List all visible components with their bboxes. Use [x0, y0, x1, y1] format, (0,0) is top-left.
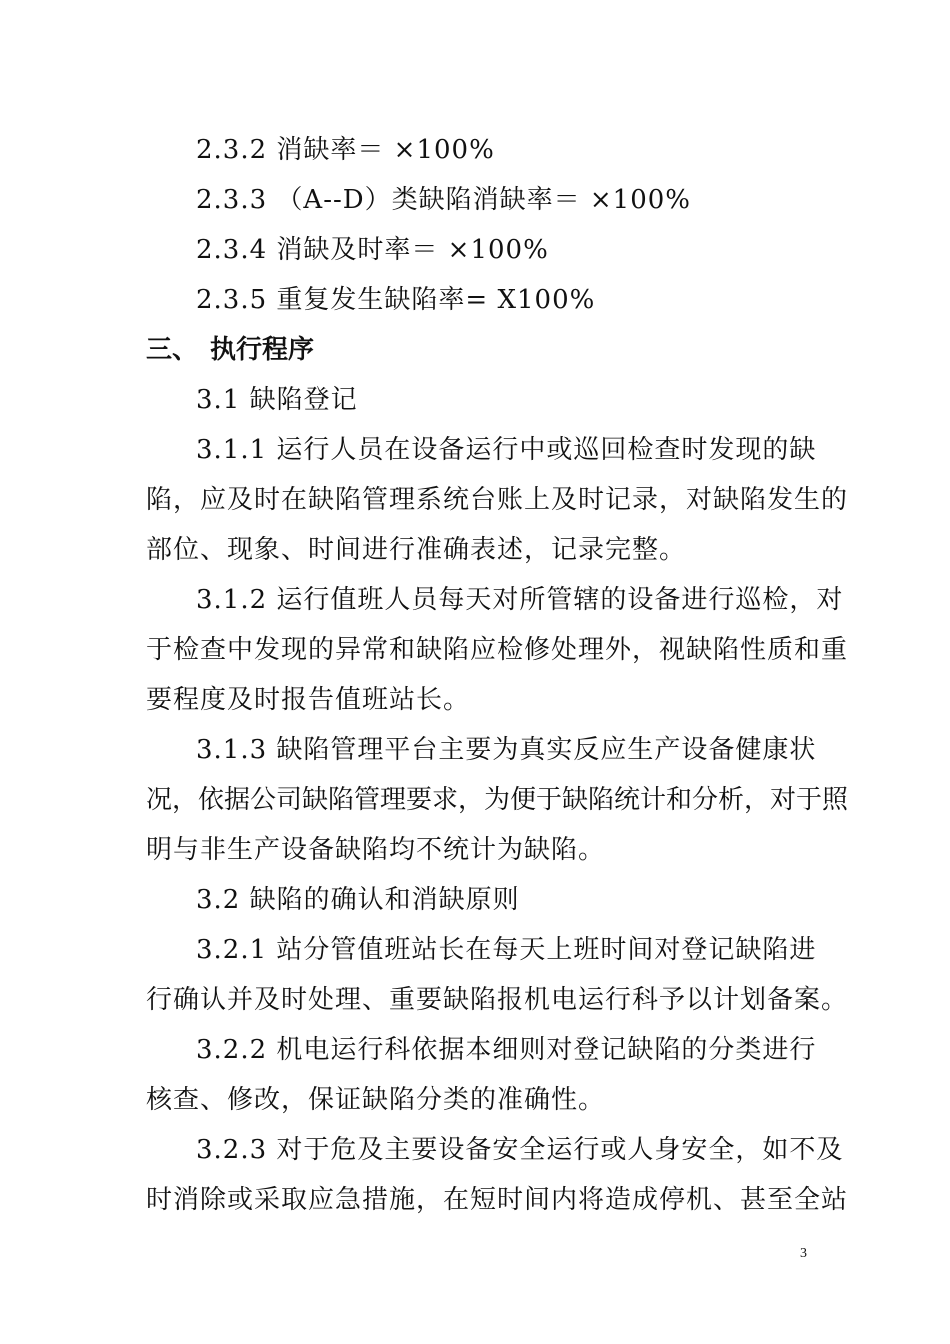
paragraph-3-2-1-line-1: 3.2.1 站分管值班站长在每天上班时间对登记缺陷进: [196, 935, 817, 965]
paragraph-3-1-3-line-2: 况，依据公司缺陷管理要求，为便于缺陷统计和分析，对于照: [146, 785, 849, 815]
paragraph-3-1-2-line-2: 于检查中发现的异常和缺陷应检修处理外，视缺陷性质和重: [146, 635, 849, 665]
section-number: 三、: [146, 335, 199, 365]
paragraph-3-1-1-line-1: 3.1.1 运行人员在设备运行中或巡回检查时发现的缺: [196, 435, 817, 465]
paragraph-3-1-1-line-3: 部位、现象、时间进行准确表述，记录完整。: [146, 535, 687, 565]
formula-2-3-4: 2.3.4 消缺及时率＝ ×100%: [196, 235, 549, 265]
page-number: 3: [800, 1246, 807, 1261]
paragraph-3-1-1-line-2: 陷，应及时在缺陷管理系统台账上及时记录，对缺陷发生的: [146, 485, 849, 515]
paragraph-3-2-1-line-2: 行确认并及时处理、重要缺陷报机电运行科予以计划备案。: [146, 985, 849, 1015]
subsection-3-2-title: 3.2 缺陷的确认和消缺原则: [196, 885, 520, 915]
section-title: 执行程序: [210, 335, 315, 365]
paragraph-3-2-3-line-2: 时消除或采取应急措施，在短时间内将造成停机、甚至全站: [146, 1185, 849, 1215]
paragraph-3-1-3-line-1: 3.1.3 缺陷管理平台主要为真实反应生产设备健康状: [196, 735, 817, 765]
paragraph-3-2-3-line-1: 3.2.3 对于危及主要设备安全运行或人身安全，如不及: [196, 1135, 844, 1165]
paragraph-3-2-2-line-1: 3.2.2 机电运行科依据本细则对登记缺陷的分类进行: [196, 1035, 817, 1065]
paragraph-3-1-2-line-1: 3.1.2 运行值班人员每天对所管辖的设备进行巡检，对: [196, 585, 844, 615]
formula-2-3-3: 2.3.3 （A--D）类缺陷消缺率＝ ×100%: [196, 185, 691, 215]
formula-2-3-5: 2.3.5 重复发生缺陷率= X100%: [196, 285, 596, 315]
section-heading: [146, 334, 314, 366]
subsection-3-1-title: 3.1 缺陷登记: [196, 385, 358, 415]
paragraph-3-1-3-line-3: 明与非生产设备缺陷均不统计为缺陷。: [146, 835, 606, 865]
paragraph-3-2-2-line-2: 核查、修改，保证缺陷分类的准确性。: [146, 1085, 606, 1115]
paragraph-3-1-2-line-3: 要程度及时报告值班站长。: [146, 685, 471, 715]
formula-2-3-2: 2.3.2 消缺率＝ ×100%: [196, 135, 495, 165]
